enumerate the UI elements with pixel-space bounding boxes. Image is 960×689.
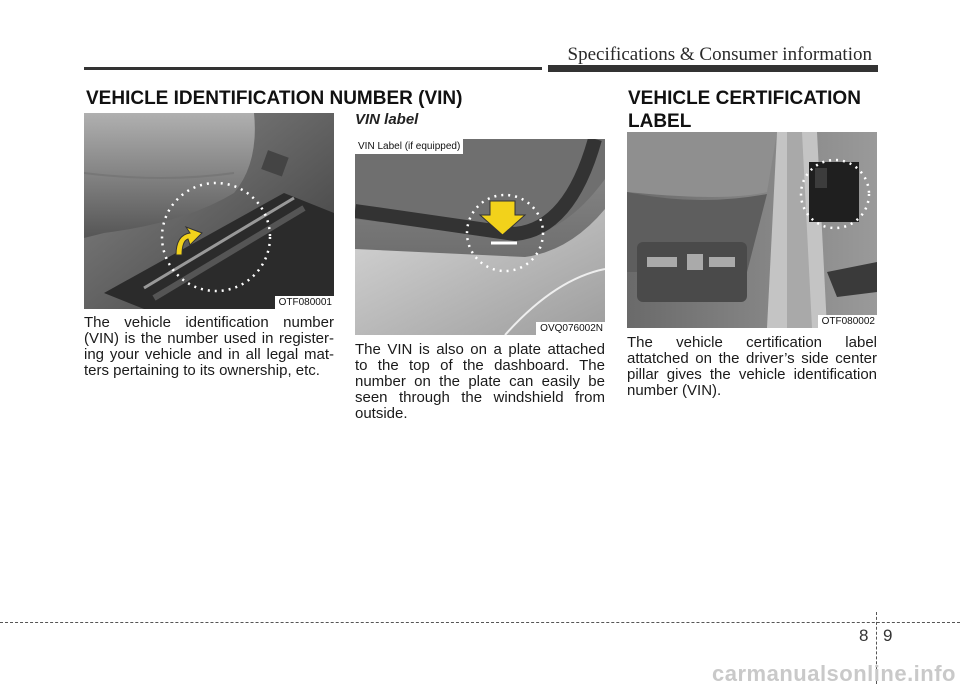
footer-rule (0, 622, 960, 623)
cert-pillar-illustration (627, 132, 877, 328)
vin-label-caption: VIN Label (if equipped) (355, 139, 463, 154)
vin-label-body-text: The VIN is also on a plate attached to the top of the dashboard. The number on the plate can easily be seen through the windshield from outside. (355, 341, 605, 422)
cert-photo-code: OTF080002 (818, 315, 877, 328)
watermark: carmanualsonline.info (712, 661, 956, 686)
vin-seat-photo (84, 113, 334, 309)
vin-body-text: The vehicle identification number (VIN) is the number used in register-ing your vehicle and in all legal mat-ters pertaining to its ownership, etc. (84, 314, 334, 379)
cert-title-line2: LABEL (628, 111, 692, 132)
cert-section-title (628, 87, 861, 133)
header-bar (548, 65, 878, 72)
cert-body-text: The vehicle certification label attatched on the driver’s side center pillar gives the vehicle identification number (VIN). (627, 334, 877, 399)
chapter-number: 8 (859, 626, 869, 645)
vin-label-dashboard-photo (355, 139, 605, 335)
cert-door-pillar-photo (627, 132, 877, 328)
vin-windshield-illustration (355, 139, 605, 335)
vin-section-title: VEHICLE IDENTIFICATION NUMBER (VIN) (86, 88, 463, 109)
running-header: Specifications & Consumer information (567, 44, 872, 65)
vin-label-subheading: VIN label (355, 111, 419, 128)
vin-photo-code: OTF080001 (275, 296, 334, 309)
cert-title-line1: VEHICLE CERTIFICATION (628, 88, 861, 109)
vin-label-photo-code: OVQ076002N (536, 322, 605, 335)
page-number: 9 (883, 626, 893, 645)
vin-seat-illustration (84, 113, 334, 309)
header-rule (84, 67, 542, 70)
